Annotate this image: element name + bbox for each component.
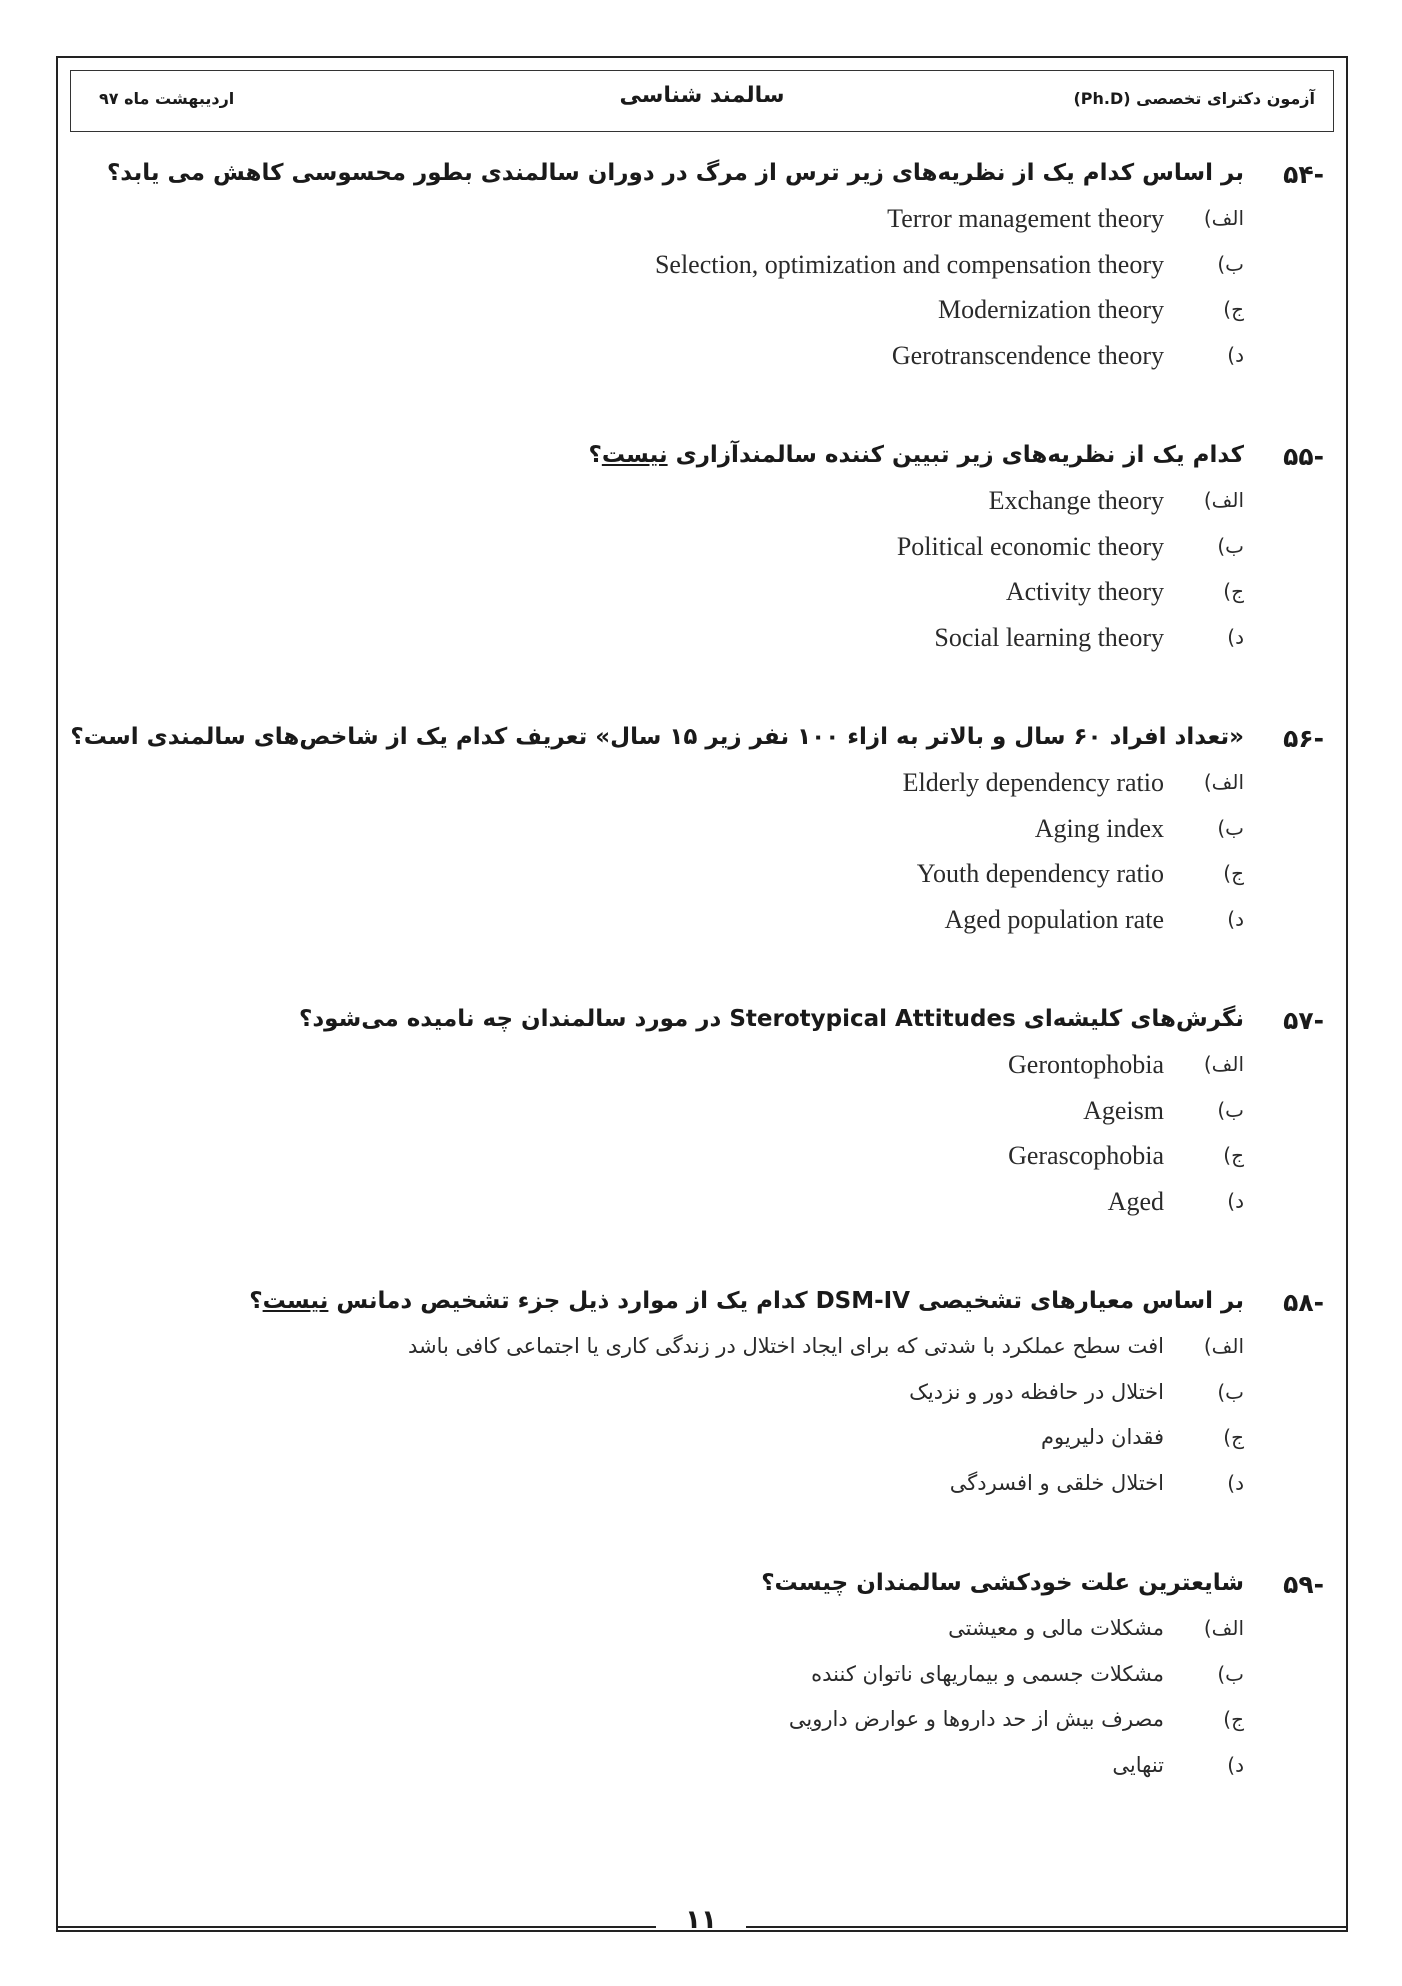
option-b[interactable] xyxy=(150,1094,1324,1140)
option-letter: ب) xyxy=(1217,1097,1244,1122)
question-54 xyxy=(106,158,1324,384)
option-text: مشکلات جسمی و بیماریهای ناتوان کننده xyxy=(811,1661,1164,1686)
option-c[interactable] xyxy=(150,293,1324,339)
question-mark: ؟ xyxy=(249,1288,263,1314)
option-letter: د) xyxy=(1227,1752,1244,1777)
option-d[interactable] xyxy=(150,1749,1324,1795)
option-text: Gerascophobia xyxy=(1008,1141,1164,1170)
option-letter: ج) xyxy=(1223,1425,1244,1449)
option-c[interactable] xyxy=(150,1703,1324,1749)
question-55 xyxy=(150,440,1324,666)
option-text: Exchange theory xyxy=(988,486,1164,515)
option-b[interactable] xyxy=(150,248,1324,294)
option-letter: الف) xyxy=(1203,488,1244,512)
option-text: فقدان دلیریوم xyxy=(1041,1425,1164,1449)
option-c[interactable] xyxy=(150,1139,1324,1185)
option-text: Elderly dependency ratio xyxy=(902,768,1164,797)
question-text: «تعداد افراد ۶۰ سال و بالاتر به ازاء ۱۰۰ نفر زیر ۱۵ سال» تعریف کدام یک از شاخص‌های سالمندی است؟ xyxy=(70,724,1244,750)
option-letter: د) xyxy=(1227,624,1244,649)
option-letter: ج) xyxy=(1223,861,1244,885)
page-number: ۱۱ xyxy=(685,1905,717,1935)
question-58 xyxy=(150,1286,1324,1512)
option-b[interactable] xyxy=(150,1376,1324,1422)
option-letter: الف) xyxy=(1203,770,1244,794)
option-letter: ب) xyxy=(1217,1661,1244,1686)
option-letter: الف) xyxy=(1203,1616,1244,1640)
option-text: Terror management theory xyxy=(887,204,1164,233)
option-text: تنهایی xyxy=(1112,1752,1164,1777)
option-text: اختلال خلقی و افسردگی xyxy=(949,1470,1164,1495)
option-d[interactable] xyxy=(150,621,1324,667)
option-a[interactable] xyxy=(150,202,1324,248)
option-letter: د) xyxy=(1227,342,1244,367)
option-a[interactable] xyxy=(150,1612,1324,1658)
option-letter: ب) xyxy=(1217,815,1244,840)
option-text: Social learning theory xyxy=(934,622,1164,652)
question-57 xyxy=(150,1004,1324,1230)
option-letter: ب) xyxy=(1217,533,1244,558)
option-text: اختلال در حافظه دور و نزدیک xyxy=(909,1379,1164,1404)
option-d[interactable] xyxy=(150,1467,1324,1513)
option-letter: ج) xyxy=(1223,1707,1244,1731)
option-text: Selection, optimization and compensation theory xyxy=(654,249,1164,279)
option-c[interactable] xyxy=(150,1421,1324,1467)
option-text: Aging index xyxy=(1034,813,1164,843)
footer-rule-left xyxy=(56,1926,656,1928)
question-number: -۵۹ xyxy=(1283,1570,1324,1599)
option-text: Youth dependency ratio xyxy=(916,859,1164,888)
option-c[interactable] xyxy=(150,575,1324,621)
question-text: بر اساس کدام یک از نظریه‌های زیر ترس از مرگ در دوران سالمندی بطور محسوسی کاهش می یابد؟ xyxy=(106,160,1244,186)
option-c[interactable] xyxy=(150,857,1324,903)
option-text: مشکلات مالی و معیشتی xyxy=(948,1616,1164,1640)
option-d[interactable] xyxy=(150,903,1324,949)
question-number: -۵۴ xyxy=(1283,160,1324,189)
option-b[interactable] xyxy=(150,1658,1324,1704)
option-text: Activity theory xyxy=(1005,577,1164,606)
question-mark: ؟ xyxy=(588,442,602,468)
question-number: -۵۶ xyxy=(1283,724,1324,753)
exam-title: آزمون دکترای تخصصی (Ph.D) xyxy=(1073,89,1315,108)
question-text: نگرش‌های کلیشه‌ای Sterotypical Attitudes در مورد سالمندان چه نامیده می‌شود؟ xyxy=(299,1006,1244,1032)
option-a[interactable] xyxy=(150,1048,1324,1094)
option-letter: ج) xyxy=(1223,297,1244,321)
option-text: مصرف بیش از حد داروها و عوارض دارویی xyxy=(788,1707,1164,1731)
question-text-part: کدام یک از نظریه‌های زیر تبیین کننده سالمندآزاری xyxy=(667,442,1244,468)
option-b[interactable] xyxy=(150,530,1324,576)
option-letter: د) xyxy=(1227,906,1244,931)
option-letter: ب) xyxy=(1217,1379,1244,1404)
option-text: Ageism xyxy=(1083,1095,1164,1125)
question-number: -۵۷ xyxy=(1283,1006,1324,1035)
option-letter: الف) xyxy=(1203,206,1244,230)
option-text: Gerotranscendence theory xyxy=(891,340,1164,370)
question-text xyxy=(588,442,1244,468)
option-a[interactable] xyxy=(150,484,1324,530)
option-letter: الف) xyxy=(1203,1334,1244,1358)
option-letter: د) xyxy=(1227,1470,1244,1495)
option-letter: ج) xyxy=(1223,1143,1244,1167)
question-text-part: بر اساس معیارهای تشخیصی DSM-IV کدام یک از موارد ذیل جزء تشخیص دمانس xyxy=(328,1288,1244,1314)
question-text: شایعترین علت خودکشی سالمندان چیست؟ xyxy=(761,1570,1244,1596)
question-number: -۵۸ xyxy=(1283,1288,1324,1317)
option-d[interactable] xyxy=(150,339,1324,385)
subject-title: سالمند شناسی xyxy=(619,83,785,108)
question-59 xyxy=(150,1568,1324,1794)
question-56 xyxy=(70,722,1324,948)
option-letter: الف) xyxy=(1203,1052,1244,1076)
option-a[interactable] xyxy=(150,1330,1324,1376)
option-letter: د) xyxy=(1227,1188,1244,1213)
option-letter: ج) xyxy=(1223,579,1244,603)
exam-header xyxy=(70,70,1334,132)
exam-date: اردیبهشت ماه ۹۷ xyxy=(99,89,235,108)
option-text: Gerontophobia xyxy=(1008,1050,1164,1079)
option-text: افت سطح عملکرد با شدتی که برای ایجاد اختلال در زندگی کاری یا اجتماعی کافی باشد xyxy=(408,1334,1164,1358)
negation-underlined: نیست xyxy=(262,1288,329,1314)
negation-underlined: نیست xyxy=(601,442,668,468)
option-text: Aged xyxy=(1107,1186,1164,1216)
option-text: Modernization theory xyxy=(938,295,1164,324)
option-a[interactable] xyxy=(150,766,1324,812)
question-text xyxy=(249,1288,1244,1314)
question-number: -۵۵ xyxy=(1283,442,1324,471)
option-d[interactable] xyxy=(150,1185,1324,1231)
option-letter: ب) xyxy=(1217,251,1244,276)
option-b[interactable] xyxy=(150,812,1324,858)
footer-rule-right xyxy=(746,1926,1348,1928)
option-text: Aged population rate xyxy=(944,904,1164,934)
option-text: Political economic theory xyxy=(896,531,1164,561)
